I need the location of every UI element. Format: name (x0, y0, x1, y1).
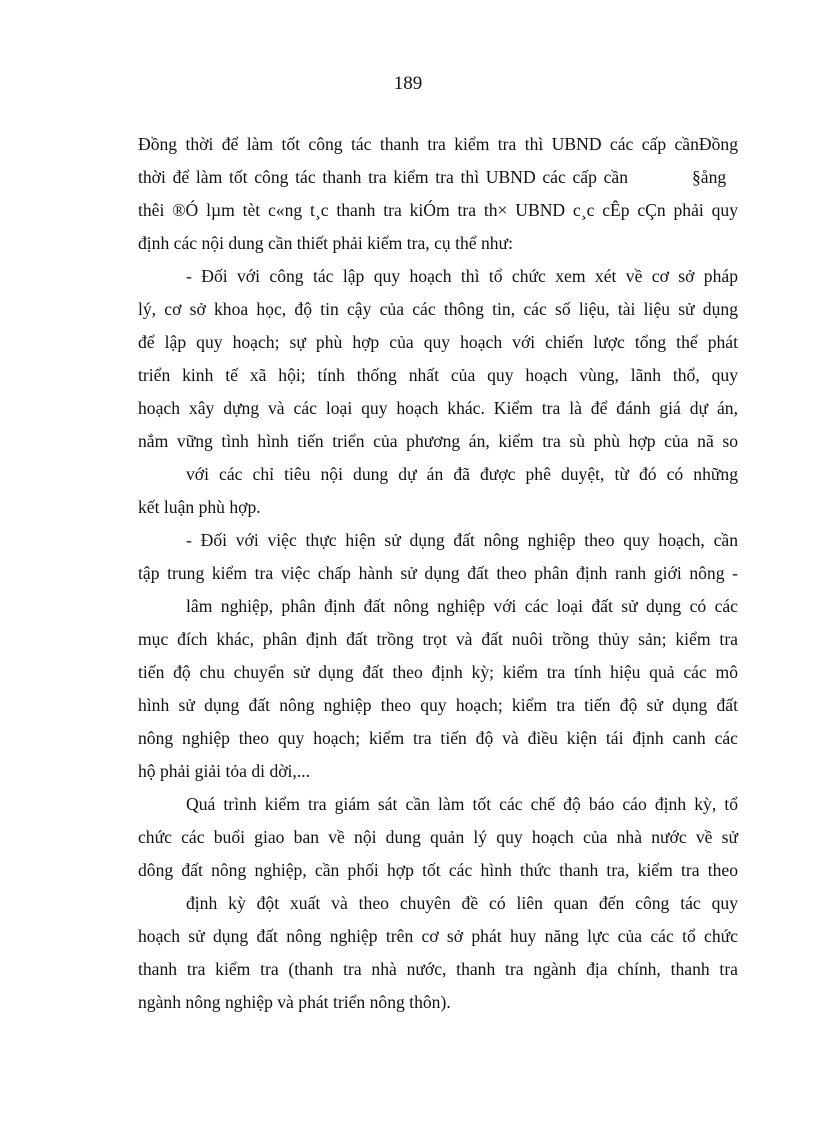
text-line: tập trung kiểm tra việc chấp hành sử dụng đất theo phân định ranh giới nông - (138, 563, 738, 583)
text-line: nông nghiệp theo quy hoạch; kiểm tra tiến độ và điều kiện tái định canh các (138, 728, 738, 748)
text-line: - Đối với công tác lập quy hoạch thì tổ chức xem xét về cơ sở pháp (186, 266, 738, 286)
text-line: Quá trình kiểm tra giám sát cần làm tốt các chế độ báo cáo định kỳ, tổ (186, 794, 738, 814)
text-line: kết luận phù hợp. (138, 497, 261, 517)
text-line: thời để làm tốt công tác thanh tra kiểm tra thì UBND các cấp cần (138, 167, 628, 187)
text-line: dông đất nông nghiệp, cần phối hợp tốt các hình thức thanh tra, kiểm tra theo (138, 860, 738, 880)
text-line: chức các buổi giao ban về nội dung quản lý quy hoạch của nhà nước về sử (138, 827, 738, 847)
text-line: ngành nông nghiệp và phát triển nông thôn). (138, 992, 451, 1012)
text-line: hoạch sử dụng đất nông nghiệp trên cơ sở phát huy năng lực của các tổ chức (138, 926, 738, 946)
text-line: Đồng thời để làm tốt công tác thanh tra kiểm tra thì UBND các cấp cầnĐồng (138, 134, 738, 154)
text-line: triển kinh tế xã hội; tính thống nhất của quy hoạch vùng, lãnh thổ, quy (138, 365, 738, 385)
text-line: định kỳ đột xuất và theo chuyên đề có liên quan đến công tác quy (186, 893, 738, 913)
text-line: hộ phải giải tỏa di dời,... (138, 761, 311, 781)
text-line: thanh tra kiểm tra (thanh tra nhà nước, thanh tra ngành địa chính, thanh tra (138, 959, 738, 979)
text-line: tiến độ chu chuyển sử dụng đất theo định kỳ; kiểm tra tính hiệu quả các mô (138, 662, 738, 682)
text-line: - Đối với việc thực hiện sử dụng đất nông nghiệp theo quy hoạch, cần (186, 530, 738, 550)
text-line: lý, cơ sở khoa học, độ tin cậy của các thông tin, các số liệu, tài liệu sử dụng (138, 299, 738, 319)
text-line: §ång (692, 167, 727, 187)
text-line: mục đích khác, phân định đất trồng trọt và đất nuôi trồng thủy sản; kiểm tra (138, 629, 738, 649)
text-line: hoạch xây dựng và các loại quy hoạch khác. Kiểm tra là để đánh giá dự án, (138, 398, 738, 418)
text-line: để lập quy hoạch; sự phù hợp của quy hoạch với chiến lược tổng thể phát (138, 332, 738, 352)
text-line: thêi ®Ó lµm tèt c«ng t¸c thanh tra kiÓm tra th× UBND c¸c cÊp cÇn phải quy (138, 200, 738, 220)
text-line: hình sử dụng đất nông nghiệp theo quy hoạch; kiểm tra tiến độ sử dụng đất (138, 695, 738, 715)
text-line: với các chỉ tiêu nội dung dự án đã được phê duyệt, từ đó có những (186, 464, 738, 484)
text-line: nắm vững tình hình tiến triển của phương án, kiểm tra sù phù hợp của nã so (138, 431, 738, 451)
page-number: 189 (393, 73, 423, 94)
text-line: định các nội dung cần thiết phải kiểm tra, cụ thể như: (138, 233, 513, 253)
text-line: lâm nghiệp, phân định đất nông nghiệp với các loại đất sử dụng có các (186, 596, 738, 616)
